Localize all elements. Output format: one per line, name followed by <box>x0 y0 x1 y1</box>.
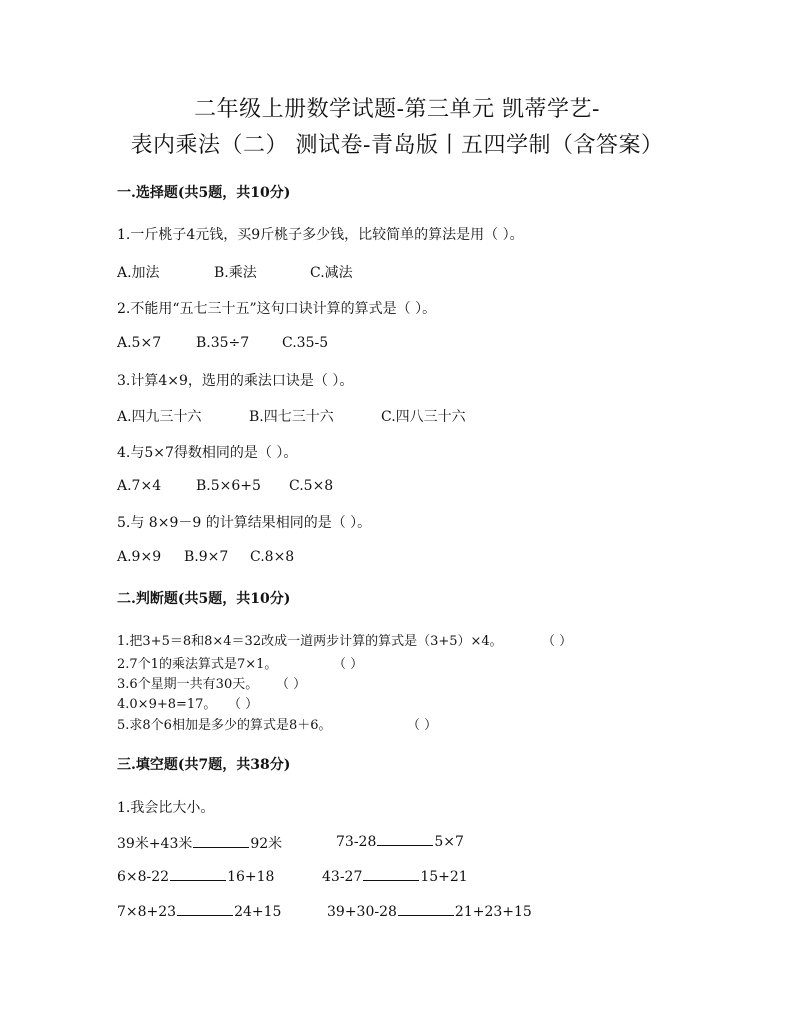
option-a: A.四九三十六 <box>117 409 202 425</box>
section-heading-fill: 三.填空题(共7题，共38分) <box>117 757 291 773</box>
judge-item: 5.求8个6相加是多少的算式是8＋6。 <box>117 718 332 733</box>
judge-item: 3.6个星期一共有30天。 <box>117 677 259 692</box>
option-b: B.乘法 <box>214 265 257 281</box>
option-a: A.加法 <box>117 265 160 281</box>
judge-item: 1.把3+5＝8和8×4＝32改成一道两步计算的算式是（3+5）×4。 <box>117 634 503 649</box>
answer-blank[interactable] <box>377 833 433 846</box>
option-b: B.9×7 <box>184 549 229 565</box>
answer-paren: （ ） <box>542 634 573 649</box>
question-text: 5.与 8×9－9 的计算结果相同的是（ ）。 <box>117 515 372 531</box>
judge-item: 4.0×9+8=17。 <box>117 697 217 712</box>
option-a: A.5×7 <box>117 335 162 351</box>
answer-paren: （ ） <box>228 697 259 712</box>
option-c: C.8×8 <box>250 549 295 565</box>
compare-item: 43-27 15+21 <box>322 869 468 885</box>
option-c: C.5×8 <box>289 478 334 494</box>
option-a: A.7×4 <box>117 478 162 494</box>
answer-blank[interactable] <box>177 903 233 916</box>
answer-blank[interactable] <box>398 903 454 916</box>
question-text: 4.与5×7得数相同的是（ ）。 <box>117 445 298 461</box>
compare-item: 73-28 5×7 <box>336 834 464 850</box>
answer-blank[interactable] <box>363 868 419 881</box>
option-a: A.9×9 <box>117 549 162 565</box>
section-heading-judge: 二.判断题(共5题，共10分) <box>117 591 291 607</box>
answer-blank[interactable] <box>170 868 226 881</box>
question-text: 2.不能用“五七三十五”这句口诀计算的算式是（ ）。 <box>117 301 437 317</box>
answer-paren: （ ） <box>333 657 364 672</box>
answer-paren: （ ） <box>407 718 438 733</box>
compare-item: 39+30-28 21+23+15 <box>327 904 532 920</box>
question-text: 1.我会比大小。 <box>117 800 215 816</box>
question-text: 3.计算4×9，选用的乘法口诀是（ ）。 <box>117 373 354 389</box>
compare-item: 7×8+23 24+15 <box>117 904 282 920</box>
question-text: 1.一斤桃子4元钱，买9斤桃子多少钱，比较简单的算法是用（ ）。 <box>117 227 524 243</box>
option-b: B.四七三十六 <box>249 409 334 425</box>
page-title-line2: 表内乘法（二） 测试卷-青岛版丨五四学制（含答案） <box>130 133 664 158</box>
judge-item: 2.7个1的乘法算式是7×1。 <box>117 657 278 672</box>
answer-paren: （ ） <box>276 677 307 692</box>
option-b: B.5×6+5 <box>196 478 261 494</box>
answer-blank[interactable] <box>193 835 249 848</box>
compare-item: 39米+43米 92米 <box>117 836 283 852</box>
option-b: B.35÷7 <box>196 335 250 351</box>
option-c: C.减法 <box>310 265 353 281</box>
page-title-line1: 二年级上册数学试题-第三单元 凯蒂学艺- <box>194 97 600 122</box>
option-c: C.四八三十六 <box>381 409 466 425</box>
compare-item: 6×8-22 16+18 <box>117 869 275 885</box>
option-c: C.35-5 <box>282 335 329 351</box>
section-heading-choice: 一.选择题(共5题，共10分) <box>117 185 291 201</box>
